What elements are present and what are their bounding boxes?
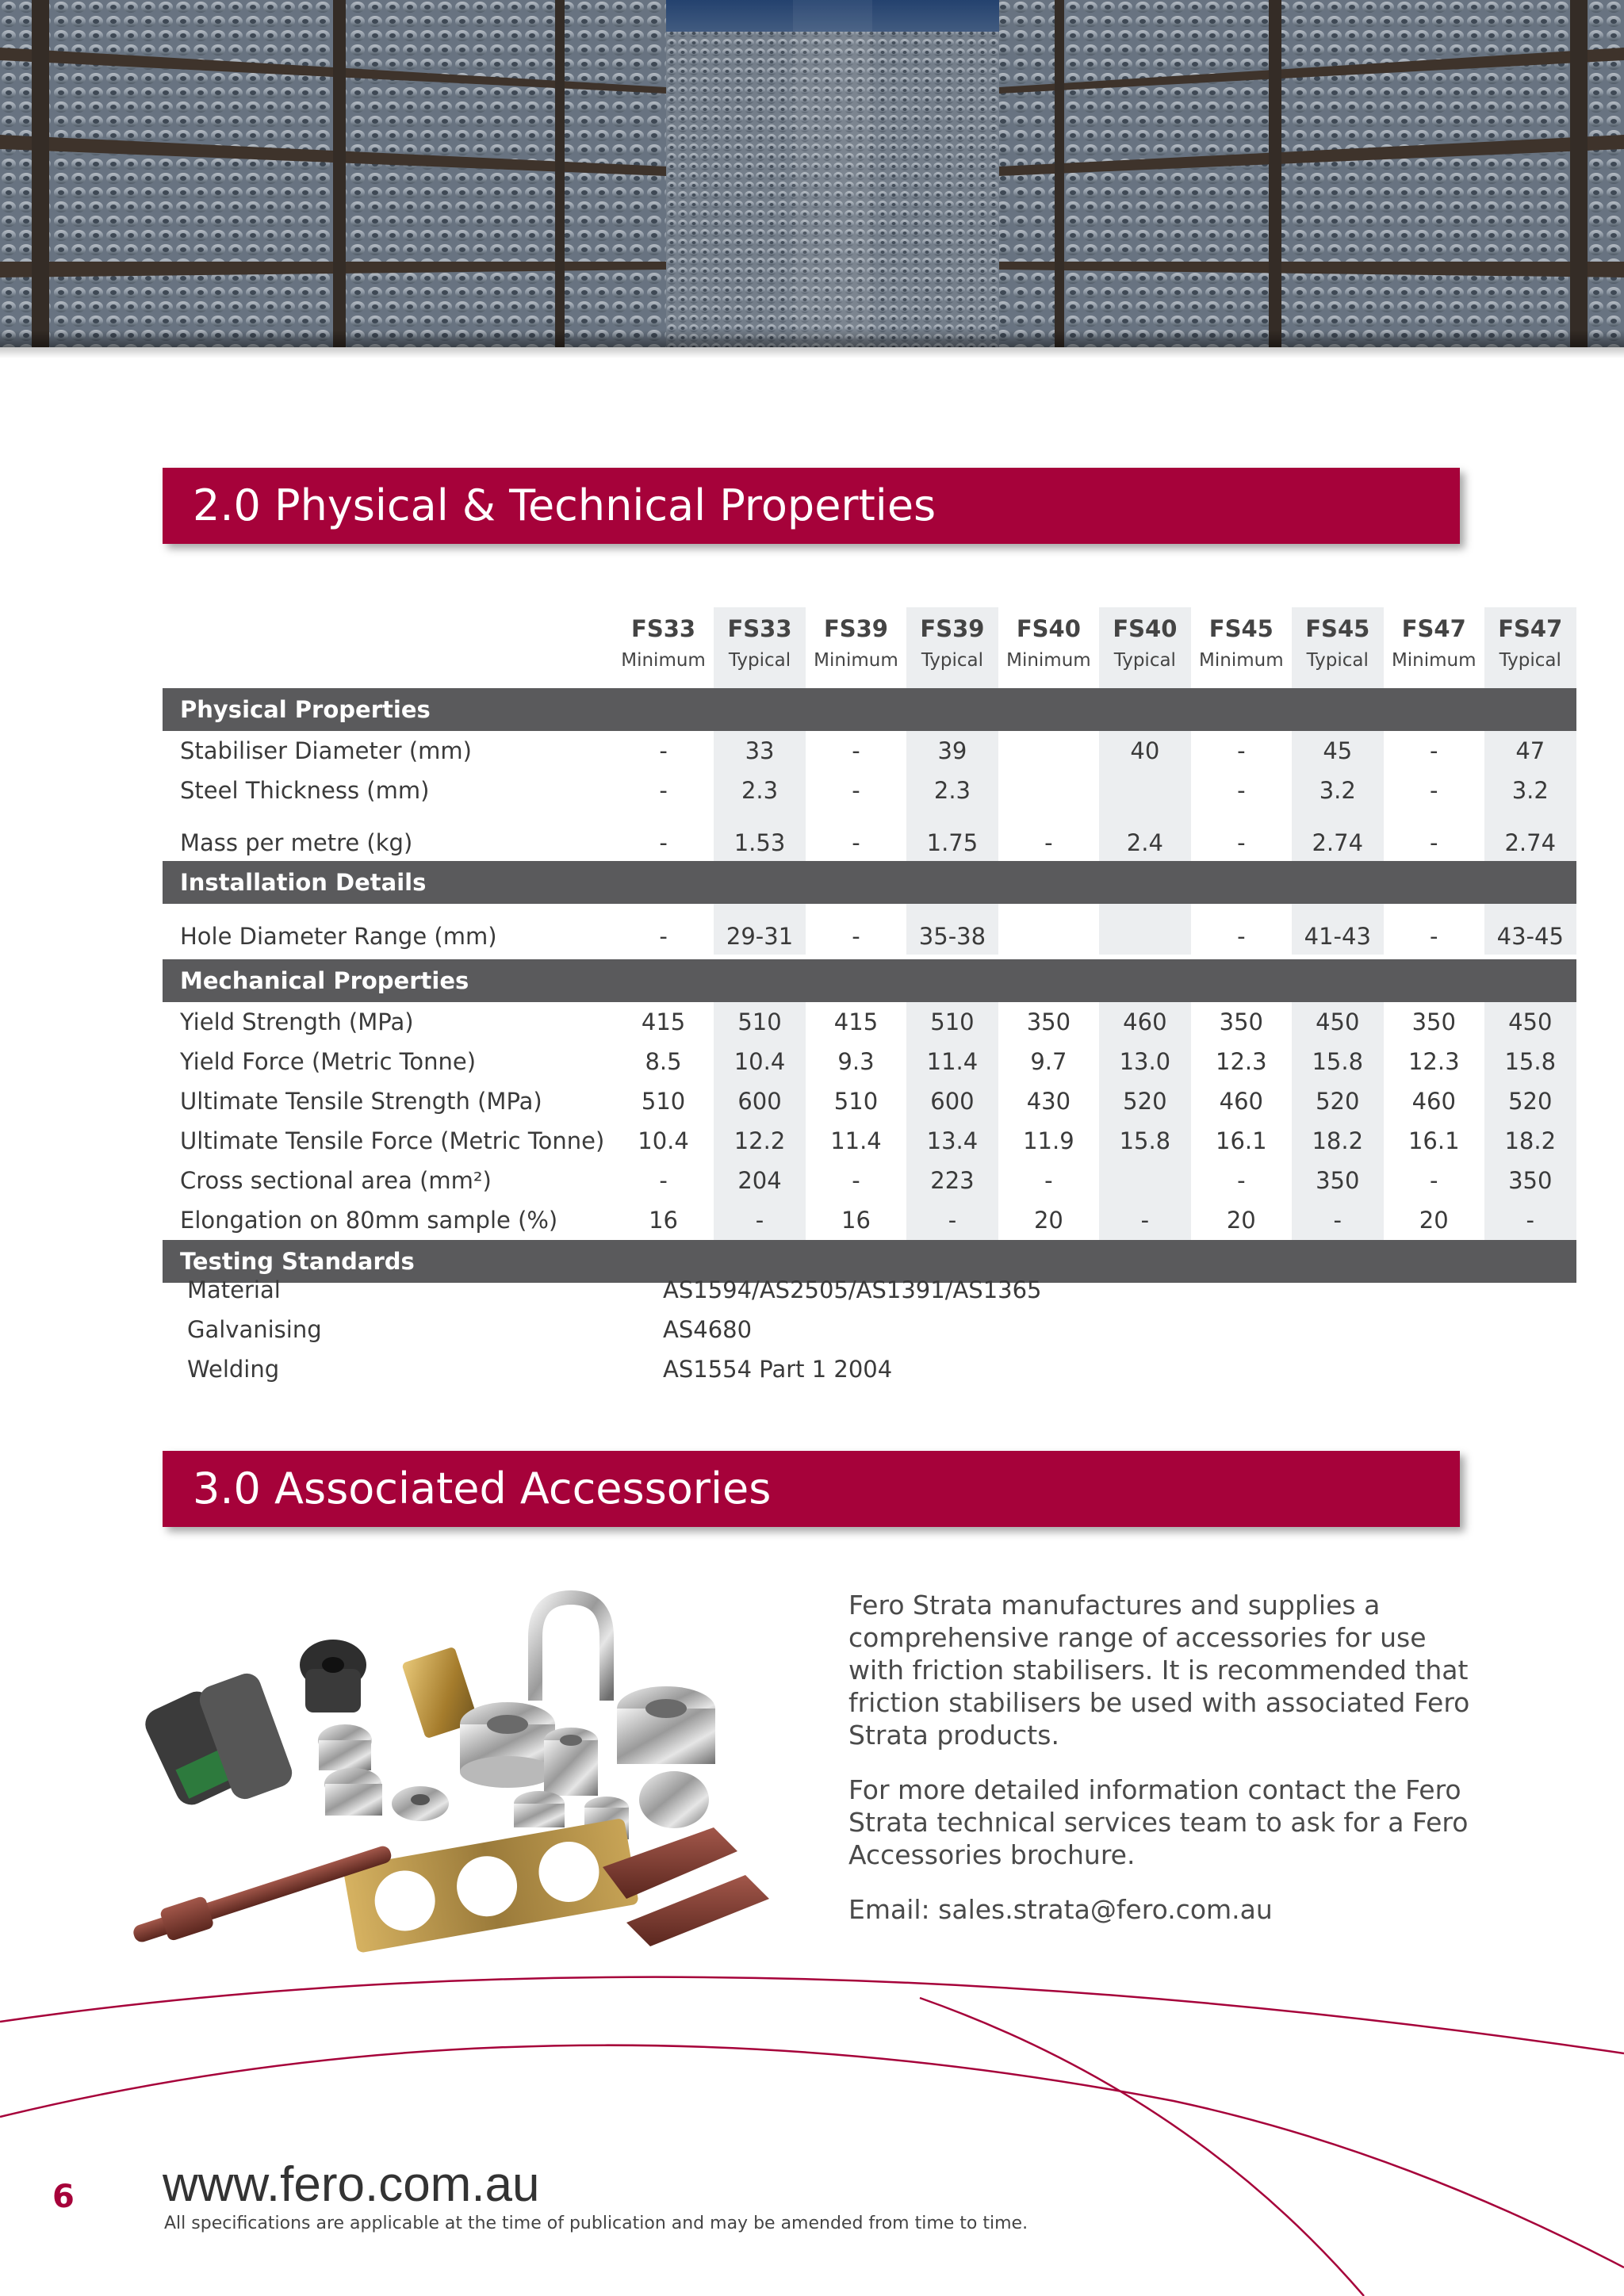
table-cell: 11.4: [906, 1042, 998, 1081]
table-cell: 16.1: [1408, 1127, 1460, 1154]
table-cell: 43-45: [1484, 904, 1576, 955]
table-cell: 15.8: [1099, 1121, 1191, 1161]
table-cell: 460: [1219, 1088, 1263, 1115]
standard-label: Welding: [187, 1356, 280, 1383]
table-cell: 10.4: [714, 1042, 806, 1081]
table-cell: 460: [1099, 1002, 1191, 1042]
table-cell: 510: [833, 1088, 879, 1115]
table-cell: -: [1430, 737, 1438, 764]
table-row: [163, 1200, 1576, 1240]
physical-properties-banner: [163, 468, 1460, 544]
table-cell: 47: [1484, 731, 1576, 771]
row-label: Mass per metre (kg): [180, 829, 413, 856]
table-cell: 12.3: [1216, 1048, 1267, 1075]
row-label: Ultimate Tensile Force (Metric Tonne): [180, 1127, 605, 1154]
accessories-description: [848, 1589, 1475, 1948]
table-cell: 39: [906, 731, 998, 771]
table-cell: 12.2: [714, 1121, 806, 1161]
table-cell: [998, 731, 1099, 771]
row-label: Stabiliser Diameter (mm): [180, 737, 472, 764]
table-cell: 15.8: [1484, 1042, 1576, 1081]
standard-value: AS4680: [663, 1316, 753, 1343]
table-cell: -: [659, 777, 668, 804]
row-label: Hole Diameter Range (mm): [180, 923, 497, 950]
table-cell: -: [659, 1167, 668, 1194]
table-cell: 45: [1292, 731, 1384, 771]
footer-disclaimer: All specifications are applicable at the time of publication and may be amended from time to time.: [164, 2214, 1028, 2233]
table-cell: 10.4: [638, 1127, 689, 1154]
table-cell: -: [852, 923, 860, 950]
footer-decorative-curves: [0, 1950, 1624, 2296]
column-header: FS47 Minimum: [1391, 615, 1477, 671]
table-cell: -: [1237, 737, 1246, 764]
table-cell: 415: [641, 1008, 686, 1035]
accessories-banner: [163, 1451, 1460, 1527]
standard-label: Material: [187, 1276, 281, 1303]
table-cell: 450: [1484, 1002, 1576, 1042]
website-url[interactable]: www.fero.com.au: [163, 2157, 540, 2212]
table-header-row: [163, 607, 1576, 688]
contact-email: Email: sales.strata@fero.com.au: [848, 1894, 1273, 1925]
properties-table: [163, 607, 1576, 1283]
table-cell: 520: [1099, 1081, 1191, 1121]
table-cell: 3.2: [1484, 771, 1576, 810]
table-row: [163, 1161, 1576, 1200]
table-cell: 16: [649, 1207, 678, 1234]
table-cell: -: [1099, 1200, 1191, 1240]
table-row: [163, 771, 1576, 810]
table-cell: 350: [1484, 1161, 1576, 1200]
table-cell: 600: [714, 1081, 806, 1121]
table-cell: -: [1237, 777, 1246, 804]
table-cell: 600: [906, 1081, 998, 1121]
page-number: 6: [52, 2179, 75, 2215]
table-cell: 9.3: [837, 1048, 875, 1075]
table-cell: 520: [1484, 1081, 1576, 1121]
column-header: FS45 Typical: [1292, 607, 1384, 688]
table-cell: 510: [714, 1002, 806, 1042]
table-cell: -: [1237, 923, 1246, 950]
table-cell: 2.74: [1484, 810, 1576, 861]
table-cell: 450: [1292, 1002, 1384, 1042]
row-label: Ultimate Tensile Strength (MPa): [180, 1088, 542, 1115]
column-header: FS45 Minimum: [1199, 615, 1284, 671]
table-cell: -: [1430, 1167, 1438, 1194]
table-cell: 33: [714, 731, 806, 771]
table-cell: 350: [1292, 1161, 1384, 1200]
table-cell: -: [852, 737, 860, 764]
table-cell: -: [1430, 829, 1438, 856]
row-label: Cross sectional area (mm²): [180, 1167, 492, 1194]
table-cell: [1099, 904, 1191, 955]
table-row: [163, 904, 1576, 955]
table-cell: 350: [1026, 1008, 1071, 1035]
table-row: [163, 1121, 1576, 1161]
table-cell: 510: [641, 1088, 686, 1115]
column-header: FS39 Typical: [906, 607, 998, 688]
accessories-paragraph: For more detailed information contact the Fero Strata technical services team to ask for a Fero Accessories brochure.: [848, 1774, 1469, 1870]
row-label: Steel Thickness (mm): [180, 777, 430, 804]
table-cell: 2.74: [1292, 810, 1384, 861]
section-title: 2.0 Physical & Technical Properties: [193, 480, 936, 530]
table-cell: -: [1044, 1167, 1053, 1194]
row-label: Yield Force (Metric Tonne): [180, 1048, 477, 1075]
table-cell: -: [852, 777, 860, 804]
table-cell: 35-38: [906, 904, 998, 955]
table-row: [163, 1081, 1576, 1121]
table-cell: -: [1484, 1200, 1576, 1240]
table-cell: 13.0: [1099, 1042, 1191, 1081]
table-cell: 1.53: [714, 810, 806, 861]
table-row: [163, 1002, 1576, 1042]
table-cell: 18.2: [1484, 1121, 1576, 1161]
row-label: Elongation on 80mm sample (%): [180, 1207, 558, 1234]
table-cell: 13.4: [906, 1121, 998, 1161]
table-cell: 8.5: [645, 1048, 682, 1075]
column-header: FS40 Typical: [1099, 607, 1191, 688]
table-cell: [998, 904, 1099, 955]
column-header: FS40 Minimum: [1006, 615, 1091, 671]
table-cell: -: [659, 829, 668, 856]
table-cell: 12.3: [1408, 1048, 1460, 1075]
table-cell: -: [659, 737, 668, 764]
table-cell: -: [1044, 829, 1053, 856]
table-cell: -: [1237, 829, 1246, 856]
table-row: [163, 731, 1576, 771]
accessories-photo: [111, 1590, 841, 1962]
standard-label: Galvanising: [187, 1316, 322, 1343]
section-title: 3.0 Associated Accessories: [193, 1464, 772, 1513]
table-cell: -: [659, 923, 668, 950]
table-cell: 20: [1419, 1207, 1449, 1234]
table-cell: 350: [1219, 1008, 1263, 1035]
table-row: [163, 1042, 1576, 1081]
table-cell: 40: [1099, 731, 1191, 771]
stabiliser-stacks-image: [0, 0, 1624, 347]
section-row-testing: Testing Standards: [163, 1240, 1576, 1283]
table-cell: 16.1: [1216, 1127, 1267, 1154]
accessories-paragraph: Fero Strata manufactures and supplies a comprehensive range of accessories for use with friction stabilisers. It is recommended that friction stabilisers be used with associated Fero Strata products.: [848, 1590, 1470, 1751]
table-cell: 415: [833, 1008, 879, 1035]
table-cell: [998, 771, 1099, 810]
standard-value: AS1594/AS2505/AS1391/AS1365: [663, 1276, 1042, 1303]
table-cell: 18.2: [1292, 1121, 1384, 1161]
table-cell: [1099, 1161, 1191, 1200]
table-cell: 11.4: [830, 1127, 882, 1154]
table-cell: 3.2: [1292, 771, 1384, 810]
table-cell: 29-31: [714, 904, 806, 955]
column-header: FS39 Minimum: [814, 615, 898, 671]
table-cell: 430: [1026, 1088, 1071, 1115]
table-cell: 41-43: [1292, 904, 1384, 955]
table-cell: 520: [1292, 1081, 1384, 1121]
table-cell: 204: [714, 1161, 806, 1200]
table-cell: 11.9: [1023, 1127, 1074, 1154]
column-header: FS33 Minimum: [621, 615, 706, 671]
table-cell: 9.7: [1030, 1048, 1067, 1075]
table-cell: 2.3: [714, 771, 806, 810]
table-cell: 510: [906, 1002, 998, 1042]
table-cell: 223: [906, 1161, 998, 1200]
hero-photo-stacked-stabilisers: [0, 0, 1624, 347]
column-header: FS33 Typical: [714, 607, 806, 688]
table-cell: 2.3: [906, 771, 998, 810]
table-cell: -: [852, 1167, 860, 1194]
table-cell: 16: [841, 1207, 871, 1234]
column-header: FS47 Typical: [1484, 607, 1576, 688]
table-cell: -: [1430, 777, 1438, 804]
section-row-mechanical: Mechanical Properties: [163, 959, 1576, 1002]
table-cell: -: [906, 1200, 998, 1240]
table-cell: 20: [1226, 1207, 1256, 1234]
table-cell: 460: [1411, 1088, 1456, 1115]
table-cell: [1099, 771, 1191, 810]
table-cell: -: [852, 829, 860, 856]
standard-value: AS1554 Part 1 2004: [663, 1356, 893, 1383]
table-cell: 15.8: [1292, 1042, 1384, 1081]
table-cell: 2.4: [1099, 810, 1191, 861]
table-cell: 350: [1411, 1008, 1456, 1035]
table-cell: 20: [1033, 1207, 1063, 1234]
table-cell: -: [1292, 1200, 1384, 1240]
table-cell: -: [714, 1200, 806, 1240]
section-row-physical: Physical Properties: [163, 688, 1576, 731]
section-row-installation: Installation Details: [163, 861, 1576, 904]
table-cell: -: [1237, 1167, 1246, 1194]
table-row: [163, 810, 1576, 861]
table-cell: -: [1430, 923, 1438, 950]
row-label: Yield Strength (MPa): [180, 1008, 414, 1035]
table-cell: 1.75: [906, 810, 998, 861]
